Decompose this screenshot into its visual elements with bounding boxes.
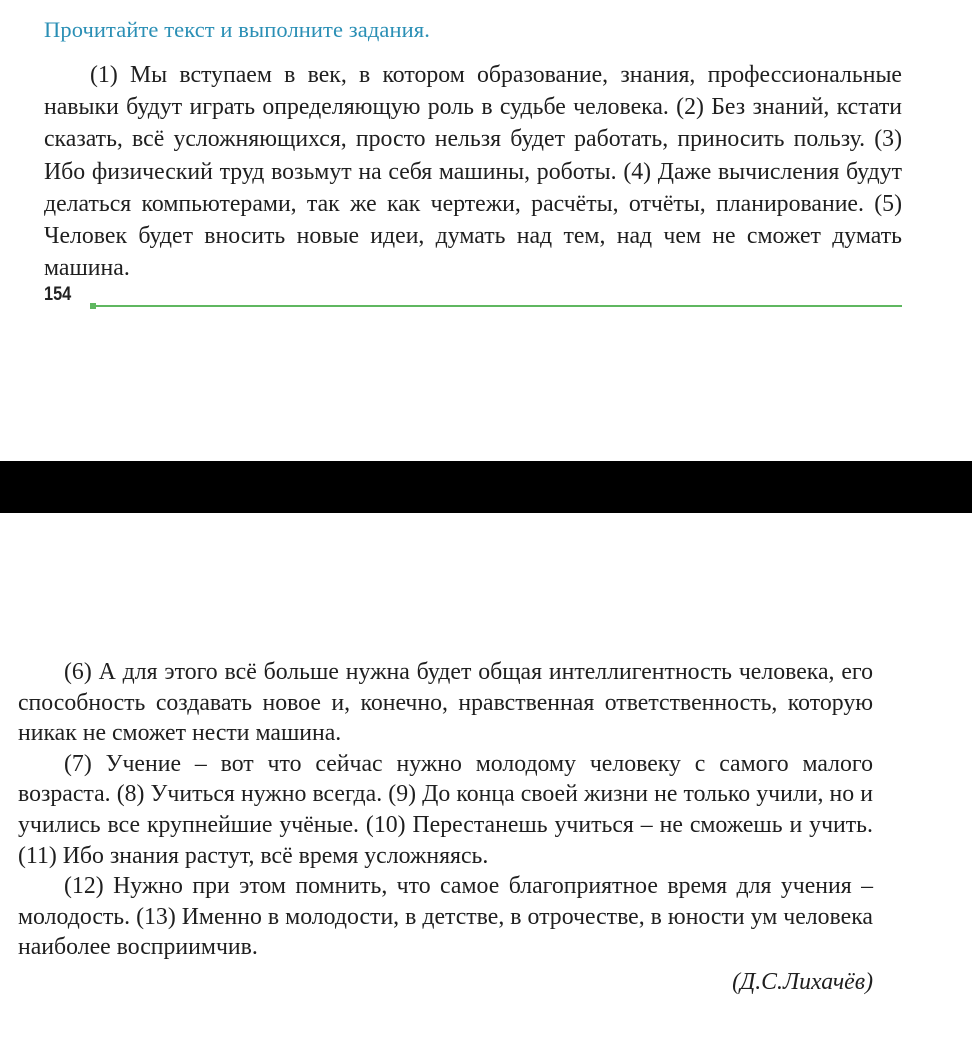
page-number: 154: [44, 284, 72, 305]
paragraph-1: (1) Мы вступаем в век, в котором образование, знания, профессиональные навыки будут играть определяющую роль в судьбе человека. (2) Без знаний, кстати сказать, всё усложняющихся, просто нельзя будет работать, приносить пользу. (3) Ибо физический труд возьмут на себя машины, роботы. (4) Даже вычисления будут делаться компьютерами, так же как чертежи, расчёты, отчёты, планирование. (5) Человек будет вносить новые идеи, думать над тем, над чем не сможет думать машина.: [44, 62, 902, 282]
task-title: Прочитайте текст и выполните задания.: [44, 17, 430, 42]
paragraph-2: (6) А для этого всё больше нужна будет общая интеллигентность человека, его способность создавать новое и, конечно, нравственная ответственность, которую никак не сможет нести машина.: [18, 659, 873, 747]
footer-rule-marker: [90, 303, 96, 309]
footer-rule: [90, 305, 902, 307]
paragraph-3: (7) Учение – вот что сейчас нужно молодому человеку с самого малого возраста. (8) Учиться нужно всегда. (9) До конца своей жизни не только учили, но и учились все крупнейшие учёные. (10) Перестанешь учиться – не сможешь и учить. (11) Ибо знания растут, всё время усложняясь.: [18, 750, 873, 869]
paragraph-4: (12) Нужно при этом помнить, что самое благоприятное время для учения – молодость. (13) Именно в молодости, в детстве, в отрочестве, в юности ум человека наиболее восприимчив.: [18, 873, 873, 961]
author-signature: (Д.С.Лихачёв): [732, 969, 873, 995]
top-page: [0, 0, 972, 461]
text-body-continued: [18, 657, 873, 963]
page-divider-bar: [0, 461, 972, 513]
